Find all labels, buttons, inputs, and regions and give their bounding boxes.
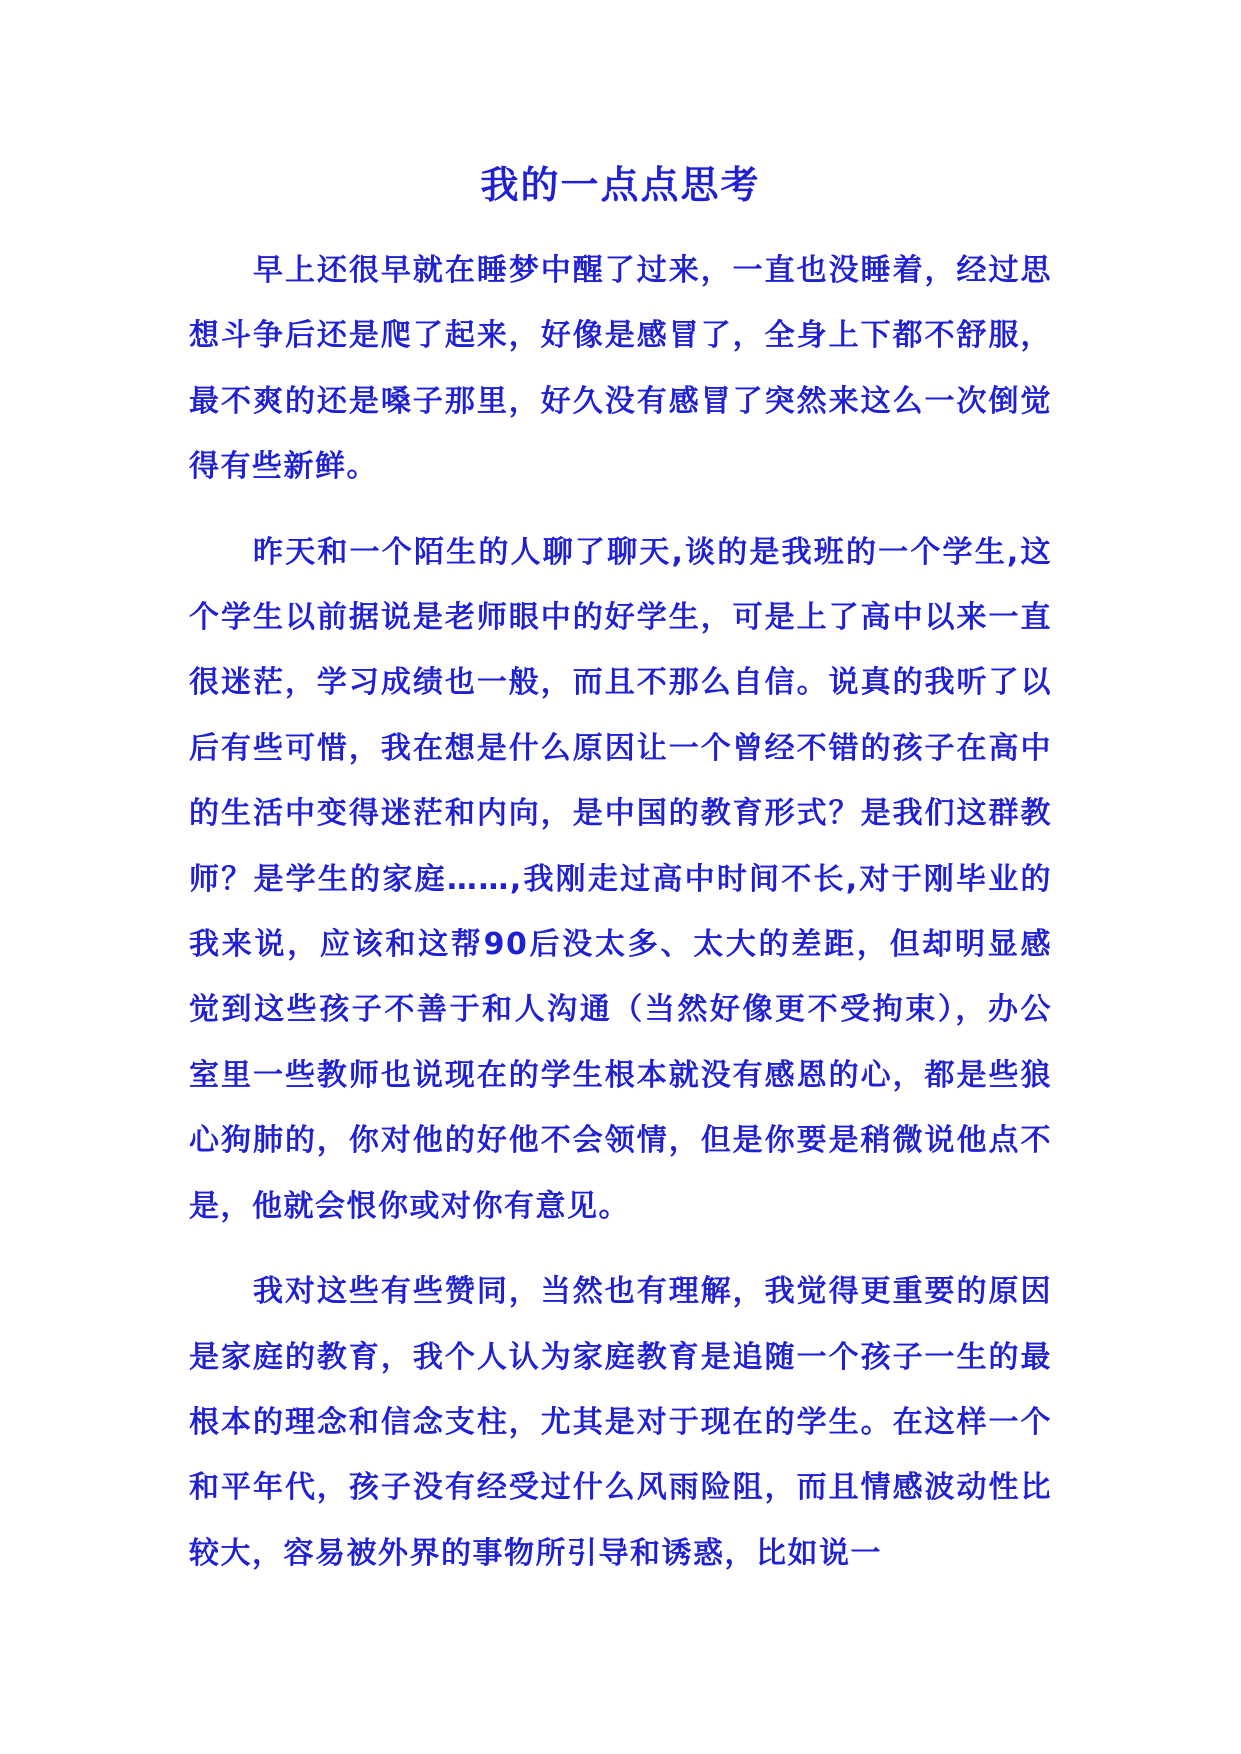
paragraph-3: 我对这些有些赞同，当然也有理解，我觉得更重要的原因是家庭的教育，我个人认为家庭教育是追随一个孩子一生的最根本的理念和信念支柱，尤其是对于现在的学生。在这样一个和平年代，孩子没有经受过什么风雨险阻，而且情感波动性比较大，容易被外界的事物所引导和诱惑，比如说一 (189, 1274, 1052, 1571)
document-body (189, 238, 1052, 1586)
page-title: 我的一点点思考 (480, 163, 761, 207)
paragraph-2: 昨天和一个陌生的人聊了聊天,谈的是我班的一个学生,这个学生以前据说是老师眼中的好学生，可是上了高中以来一直很迷茫，学习成绩也一般，而且不那么自信。说真的我听了以后有些可惜，我在想是什么原因让一个曾经不错的孩子在高中的生活中变得迷茫和内向，是中国的教育形式？是我们这群教师？是学生的家庭……,我刚走过高中时间不长,对于刚毕业的我来说，应该和这帮90后没太多、太大的差距，但却明显感觉到这些孩子不善于和人沟通（当然好像更不受拘束），办公室里一些教师也说现在的学生根本就没有感恩的心，都是些狼心狗肺的，你对他的好他不会领情，但是你要是稍微说他点不是，他就会恨你或对你有意见。 (189, 534, 1052, 1224)
paragraph-1: 早上还很早就在睡梦中醒了过来，一直也没睡着，经过思想斗争后还是爬了起来，好像是感冒了，全身上下都不舒服，最不爽的还是嗓子那里，好久没有感冒了突然来这么一次倒觉得有些新鲜。 (189, 253, 1052, 485)
